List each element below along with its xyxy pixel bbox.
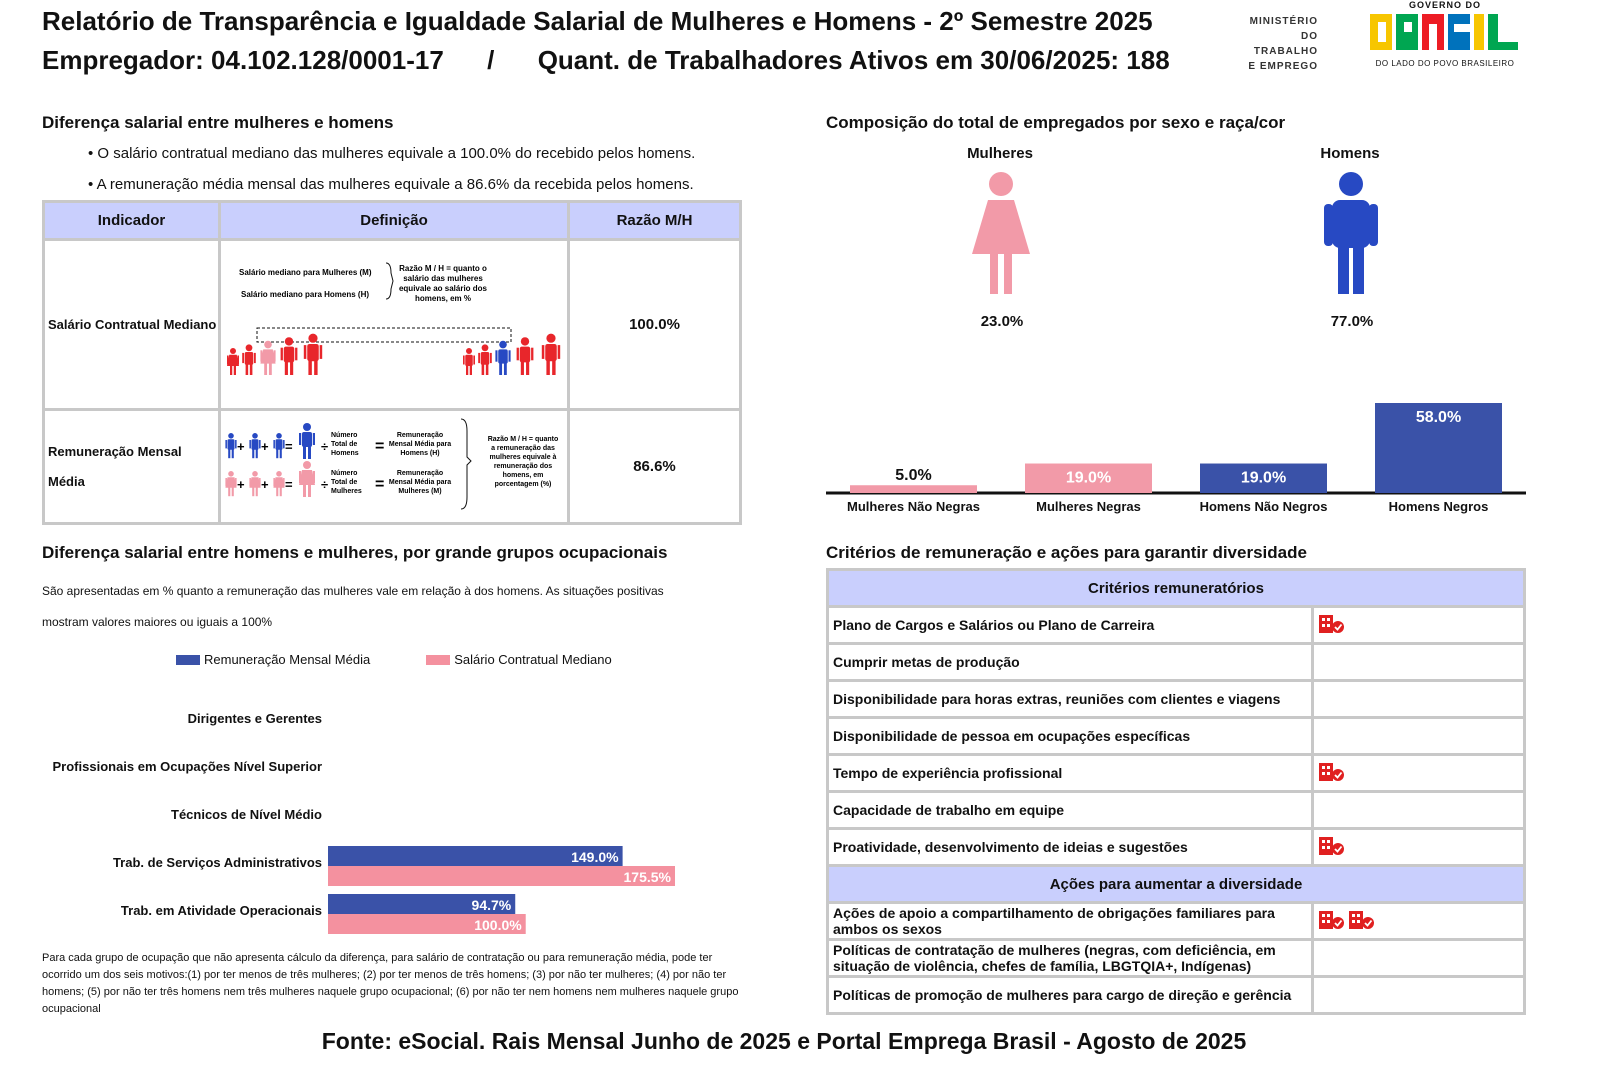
occupational-description [42,576,664,638]
def-count-m-3: Mulheres [331,488,362,495]
woman-small-icon [249,471,260,496]
man-small-icon [225,433,236,458]
occupation-bar-label: 175.5% [623,869,671,885]
criterion-label: Capacidade de trabalho em equipe [828,792,1313,829]
criterion-label: Políticas de contratação de mulheres (negras, com deficiência, em situação de violência, chefes de família, LBGTQIA+, Indígenas) [828,940,1313,977]
category-label: Homens Negros [1388,499,1489,514]
def-count-h-2: Total de [331,441,358,448]
employer-line: Empregador: 04.102.128/0001-17 / Quant. de Trabalhadores Ativos em 30/06/2025: 188 [42,45,1170,75]
woman-small-icon [273,471,284,496]
building-check-icon [1318,909,1346,931]
criterion-icons [1313,940,1525,977]
occupation-label: Trab. de Serviços Administrativos [112,855,322,870]
ministry-logo [1238,14,1318,74]
bar-value-label: 58.0% [1415,409,1462,426]
criterion-icons [1313,718,1525,755]
occupational-desc-line-2: mostram valores maiores ou iguais a 100% [42,615,273,629]
person-icon [242,344,256,375]
person-icon [495,341,510,375]
def-count-m-2: Total de [331,479,358,486]
median-people-icon [227,334,560,375]
men-label: Homens [1320,145,1380,162]
women-pct: 23.0% [980,313,1024,330]
criterion-icons [1313,607,1525,644]
operator-symbol: + [261,439,269,454]
person-icon [260,341,275,375]
table-row [828,681,1525,718]
legend-label-median: Salário Contratual Mediano [454,652,612,667]
equals-sign-h: = [375,438,385,455]
criterion-icons [1313,644,1525,681]
operator-symbol: = [285,439,293,454]
criterion-label: Tempo de experiência profissional [828,755,1313,792]
legend-item-median [426,652,612,667]
def-count-h-1: Número [331,432,358,439]
man-small-icon [299,423,315,459]
occupation-label: Profissionais em Ocupações Nível Superior [52,759,322,774]
col-header-ratio: Razão M/H [569,202,741,240]
col-header-definition: Definição [220,202,569,240]
def-rem-m-2: Mensal Média para [388,479,452,486]
building-check-icon [1318,835,1346,857]
man-small-icon [249,433,260,458]
def-avg-ratio-6: porcentagem (%) [494,481,552,488]
occupational-bar-chart [42,700,742,945]
operator-symbol: + [237,477,245,492]
bar-0 [850,485,977,493]
def-rem-h-1: Remuneração [396,432,444,439]
indicator-average: Remuneração Mensal Média [44,410,220,524]
dashed-range-box [257,328,511,342]
def-avg-ratio-1: Razão M / H = quanto [487,436,559,443]
average-definition-illustration [221,411,567,519]
criterion-icons [1313,829,1525,866]
occupation-label: Dirigentes e Gerentes [187,711,322,726]
occupational-title: Diferença salarial entre homens e mulheres, por grande grupos ocupacionais [42,543,668,562]
def-rem-h-3: Homens (H) [400,450,440,457]
man-small-icon [273,433,284,458]
salary-diff-title: Diferença salarial entre mulheres e homens [42,113,394,132]
building-check-icon [1318,613,1346,635]
brace-icon [461,419,471,509]
men-pct: 77.0% [1330,313,1374,330]
legend-swatch-median [426,655,450,665]
person-icon [281,337,298,375]
def-count-m-1: Número [331,470,358,477]
actions-header [828,866,1525,903]
gov-top-text: GOVERNO DO [1408,0,1481,10]
criterion-icons [1313,903,1525,940]
building-check-icon [1348,909,1376,931]
legend-swatch-average [176,655,200,665]
def-median-ratio-2: salário das mulheres [403,274,483,283]
composition-title: Composição do total de empregados por sexo e raça/cor [826,113,1286,132]
bullet-median: • O salário contratual mediano das mulheres equivale a 100.0% do recebido pelos homens. [88,145,696,162]
def-median-ratio-3: equivale ao salário dos [398,284,488,293]
person-icon [227,348,239,375]
legend-item-average [176,652,370,667]
table-row [828,792,1525,829]
def-rem-m-3: Mulheres (M) [398,488,442,495]
bar-value-label: 5.0% [895,467,932,485]
bar-value-label: 19.0% [1240,469,1287,487]
occupational-desc-line-1: São apresentadas em % quanto a remuneração das mulheres vale em relação à dos homens. As situações positivas [42,584,664,598]
indicator-median: Salário Contratual Mediano [44,240,220,410]
bar-value-label: 19.0% [1065,469,1112,487]
def-median-ratio-4: homens, em % [414,294,472,303]
category-label: Mulheres Não Negras [847,499,980,514]
occupational-note: Para cada grupo de ocupação que não apresenta cálculo da diferença, para salário de contratação ou para remuneração média, pode ter ocorrido um dos seis motivos:(1) por ter menos de três mulheres; (2) por ter menos de três homens; (3) por não ter mulheres; (4) por não ter homens; (5) por não ter três homens nem três mulheres naquele grupo ocupacional; (6) por não ter nem homens nem mulheres naquele grupo ocupacional [42,952,739,1015]
table-row [44,240,741,410]
table-row [828,940,1525,977]
woman-small-icon [225,471,236,496]
person-icon [517,337,534,375]
def-rem-h-2: Mensal Média para [388,441,452,448]
operator-symbol: ÷ [321,439,329,454]
occupation-label: Técnicos de Nível Médio [171,807,322,822]
indicator-table [42,200,742,525]
person-icon [463,348,475,375]
brasil-wordmark-icon [1370,10,1520,54]
criteria-header [828,570,1525,607]
table-row [828,718,1525,755]
def-avg-ratio-4: remuneração dos [493,463,553,470]
def-median-women-text: Salário mediano para Mulheres (M) [239,268,372,277]
bullet-average: • A remuneração média mensal das mulheres equivale a 86.6% da recebida pelos homens. [88,176,694,193]
report-title: Relatório de Transparência e Igualdade Salarial de Mulheres e Homens - 2º Semestre 2025 [42,6,1153,36]
building-check-icon [1318,761,1346,783]
criterion-icons [1313,755,1525,792]
table-row [828,977,1525,1014]
operator-symbol: = [285,477,293,492]
operator-symbol: ÷ [321,477,329,492]
def-avg-ratio-3: mulheres equivale à [489,454,557,461]
legend-label-average: Remuneração Mensal Média [204,652,371,667]
def-count-h-3: Homens [331,450,359,457]
category-label: Mulheres Negras [1036,499,1141,514]
criterion-icons [1313,977,1525,1014]
composition-bar-chart [826,395,1526,520]
ratio-average: 86.6% [569,410,741,524]
ministry-line-1: MINISTÉRIO DO [1249,16,1318,42]
person-icon [478,344,492,375]
median-definition-illustration [221,241,567,405]
man-icon [1320,170,1382,296]
ministry-line-2: TRABALHO [1253,46,1318,57]
table-row [828,755,1525,792]
criteria-header-label: Critérios remuneratórios [828,570,1525,607]
criterion-label: Políticas de promoção de mulheres para cargo de direção e gerência [828,977,1313,1014]
actions-header-label: Ações para aumentar a diversidade [828,866,1525,903]
operator-symbol: + [261,477,269,492]
criteria-title: Critérios de remuneração e ações para garantir diversidade [826,543,1307,562]
occupation-bar-label: 94.7% [471,897,512,913]
ratio-median: 100.0% [569,240,741,410]
def-rem-m-1: Remuneração [396,470,444,477]
ministry-line-3: E EMPREGO [1248,61,1318,72]
women-label: Mulheres [967,145,1033,162]
footer-source: Fonte: eSocial. Rais Mensal Junho de 2025 e Portal Emprega Brasil - Agosto de 2025 [321,1028,1247,1054]
person-icon [304,334,322,375]
occupation-bar-label: 100.0% [474,917,522,933]
occupation-label: Trab. em Atividade Operacionais [120,903,322,918]
table-row [828,829,1525,866]
category-label: Homens Não Negros [1199,499,1328,514]
average-people-icon [225,423,328,497]
criteria-table [826,568,1526,1015]
table-row [44,410,741,524]
criterion-label: Disponibilidade para horas extras, reuniões com clientes e viagens [828,681,1313,718]
criterion-label: Ações de apoio a compartilhamento de obrigações familiares para ambos os sexos [828,903,1313,940]
criterion-label: Proatividade, desenvolvimento de ideias e sugestões [828,829,1313,866]
definition-median [220,240,569,410]
criterion-label: Cumprir metas de produção [828,644,1313,681]
def-median-men-text: Salário mediano para Homens (H) [241,290,370,299]
operator-symbol: + [237,439,245,454]
def-median-ratio-1: Razão M / H = quanto o [399,264,487,273]
criterion-label: Plano de Cargos e Salários ou Plano de Carreira [828,607,1313,644]
indicator-table-header [44,202,741,240]
definition-average [220,410,569,524]
col-header-indicator: Indicador [44,202,220,240]
def-avg-ratio-2: a remuneração das [491,445,555,452]
criterion-icons [1313,681,1525,718]
equals-sign-m: = [375,476,385,493]
occupation-bar-label: 149.0% [571,849,619,865]
def-avg-ratio-5: homens, em [502,472,544,479]
table-row [828,644,1525,681]
criterion-label: Disponibilidade de pessoa em ocupações específicas [828,718,1313,755]
criterion-icons [1313,792,1525,829]
woman-icon [970,170,1032,296]
table-row [828,607,1525,644]
person-icon [542,334,560,375]
gov-bottom-text: DO LADO DO POVO BRASILEIRO [1375,59,1515,68]
gov-brasil-logo [1370,0,1520,68]
brace-icon [386,263,393,299]
woman-small-icon [299,461,315,497]
table-row [828,903,1525,940]
occupational-legend [176,652,612,667]
